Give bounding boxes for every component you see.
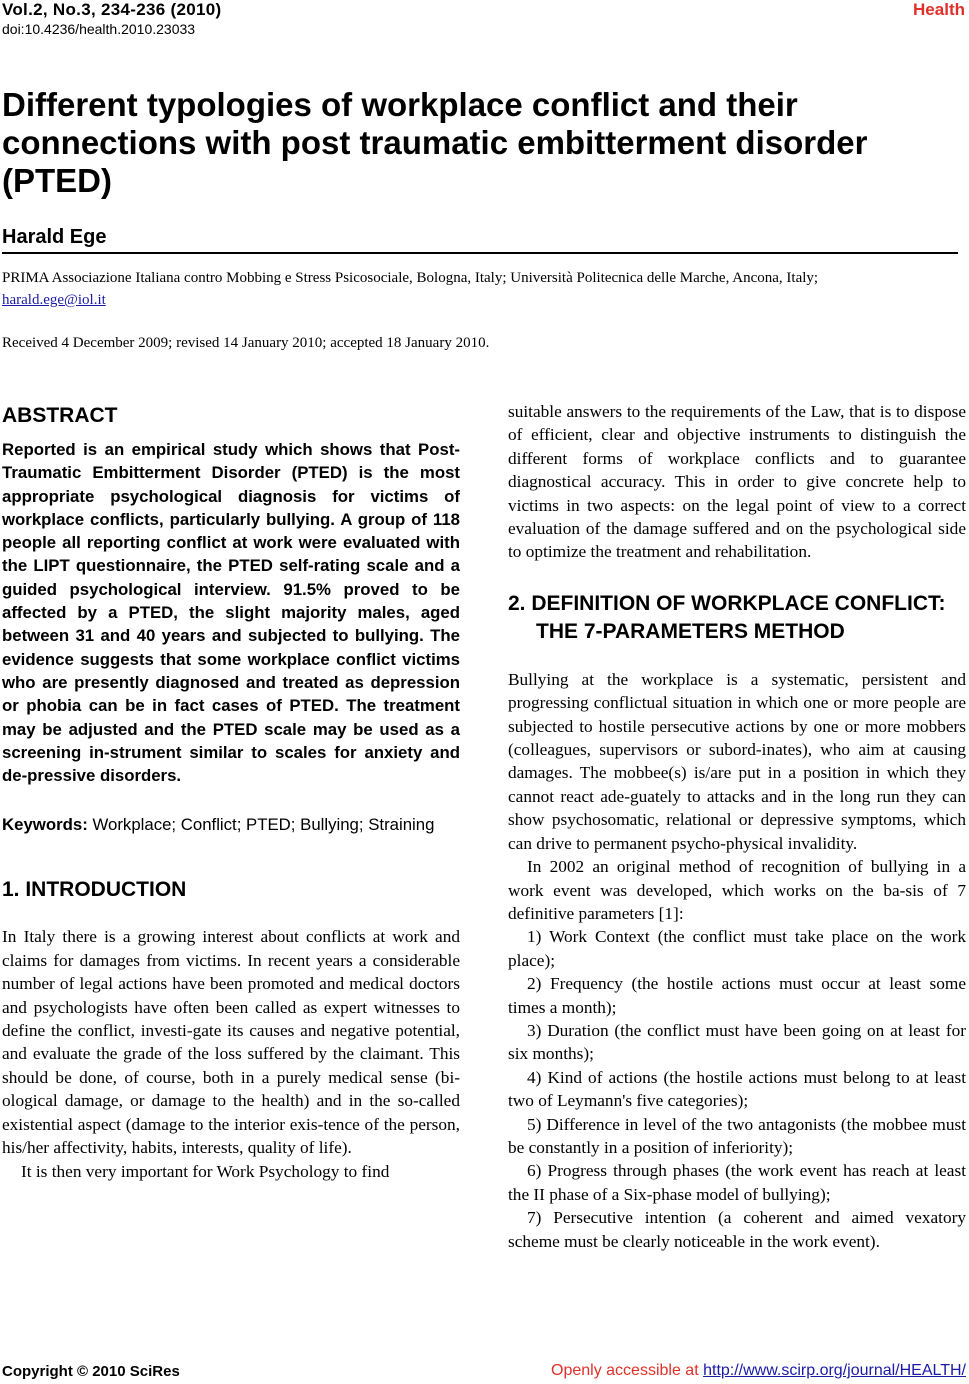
copyright: Copyright © 2010 SciRes bbox=[2, 1363, 180, 1380]
parameter-item: 3) Duration (the conflict must have been going on at least for six months); bbox=[508, 1020, 966, 1064]
author-email-link[interactable]: harald.ege@iol.it bbox=[2, 292, 106, 308]
affiliation bbox=[2, 267, 968, 311]
abstract-heading: ABSTRACT bbox=[2, 404, 118, 427]
introduction-paragraph-continued: suitable answers to the requirements of the Law, that is to dispose of efficient, clear and objective instruments to distinguish the different forms of workplace conflicts and to guarantee diagnostical accuracy. This in order to give concrete help to victims in two aspects: on the legal point of view to a correct evaluation of the damage suffered and on the psychological side to optimize the treatment and rehabilitation. bbox=[508, 402, 966, 562]
running-header bbox=[2, 0, 502, 38]
section-2-paragraph: In 2002 an original method of recognition of bullying in a work event was developed, which works on the ba-sis of 7 definitive parameters [1]: bbox=[508, 857, 966, 923]
doi: doi:10.4236/health.2010.23033 bbox=[2, 21, 196, 37]
parameter-item: 1) Work Context (the conflict must take place on the work place); bbox=[508, 927, 966, 970]
journal-name: Health bbox=[913, 0, 965, 19]
keywords-label: Keywords: bbox=[2, 815, 88, 835]
left-column bbox=[2, 400, 460, 1183]
parameter-item: 4) Kind of actions (the hostile actions must belong to at least two of Leymann's five categories); bbox=[508, 1067, 966, 1111]
journal-url-link[interactable]: http://www.scirp.org/journal/HEALTH/ bbox=[703, 1362, 966, 1379]
section-2-paragraph: Bullying at the workplace is a systematic, persistent and progressing conflictual situation in which one or more people are subjected to hostile persecutive actions by one or more mobbers (colleagues, supervisors or subord-inates), who aim at causing damages. The mobbee(s) is/are put in a position in which they cannot react ade-guately to attacks and in the long run they can show psychosomatic, relational or depressive symptoms, which can drive to permanent psycho-physical invalidity. bbox=[508, 669, 966, 853]
affiliation-text: PRIMA Associazione Italiana contro Mobbing e Stress Psicosociale, Bologna, Italy; Università Politecnica delle Marche, Ancona, Italy; bbox=[2, 270, 819, 286]
introduction-paragraph: In Italy there is a growing interest about conflicts at work and claims for damages from victims. In recent years a considerable number of legal actions have been promoted and medical doctors and psychologists have often been called as expert witnesses to define the conflict, investi-gate its causes and negative potential, and evaluate the grade of the loss suffered by the claimant. This should be done, of course, both in a purely medical sense (bi-ological damage, or damage to the health) and in the so-called existential aspect (damage to the interior exis-tence of the person, his/her affectivity, habits, interests, quality of life). bbox=[2, 927, 460, 1158]
abstract-text: Reported is an empirical study which shows that Post-Traumatic Embitterment Disorder (PTED) is the most appropriate psychological diagnosis for victims of workplace conflicts, particularly bullying. A group of 118 people all reporting conflict at work were evaluated with the LIPT questionnaire, the PTED self-rating scale and a guided psychological interview. 91.5% proved to be affected by a PTED, the slight majority males, aged between 31 and 40 years and subjected to bullying. The evidence suggests that some workplace conflict victims who are presently diagnosed and treated as depression or phobia can be in fact cases of PTED. The treatment may be adjusted and the PTED scale may be used as a screening in-strument similar to scales for anxiety and de-pressive disorders. bbox=[2, 440, 460, 786]
author-name: Harald Ege bbox=[2, 226, 107, 248]
received-dates: Received 4 December 2009; revised 14 January 2010; accepted 18 January 2010. bbox=[2, 335, 490, 351]
parameter-item: 5) Difference in level of the two antagonists (the mobbee must be constantly in a position of inferiority); bbox=[508, 1114, 966, 1157]
parameter-item: 7) Persecutive intention (a coherent and aimed vexatory scheme must be clearly noticeable in the work event). bbox=[508, 1208, 966, 1251]
right-column bbox=[508, 400, 966, 1253]
open-access-notice bbox=[551, 1362, 966, 1380]
volume-info: Vol.2, No.3, 234-236 (2010) bbox=[2, 0, 222, 19]
introduction-heading: 1. INTRODUCTION bbox=[2, 878, 187, 902]
parameter-item: 2) Frequency (the hostile actions must occur at least some times a month); bbox=[508, 974, 966, 1017]
paper-title: Different typologies of workplace conflict and their connections with post traumatic embitterment disorder (PTED) bbox=[2, 86, 868, 199]
open-access-text: Openly accessible at bbox=[551, 1362, 704, 1379]
author-divider bbox=[2, 252, 958, 254]
section-2-heading: 2. DEFINITION OF WORKPLACE CONFLICT: THE 7-PARAMETERS METHOD bbox=[508, 591, 946, 643]
keywords-list: Workplace; Conflict; PTED; Bullying; Straining bbox=[92, 815, 435, 835]
introduction-paragraph: It is then very important for Work Psychology to find bbox=[21, 1161, 390, 1181]
keywords bbox=[2, 814, 460, 836]
parameter-item: 6) Progress through phases (the work event has reach at least the II phase of a Six-phase model of bullying); bbox=[508, 1161, 966, 1204]
